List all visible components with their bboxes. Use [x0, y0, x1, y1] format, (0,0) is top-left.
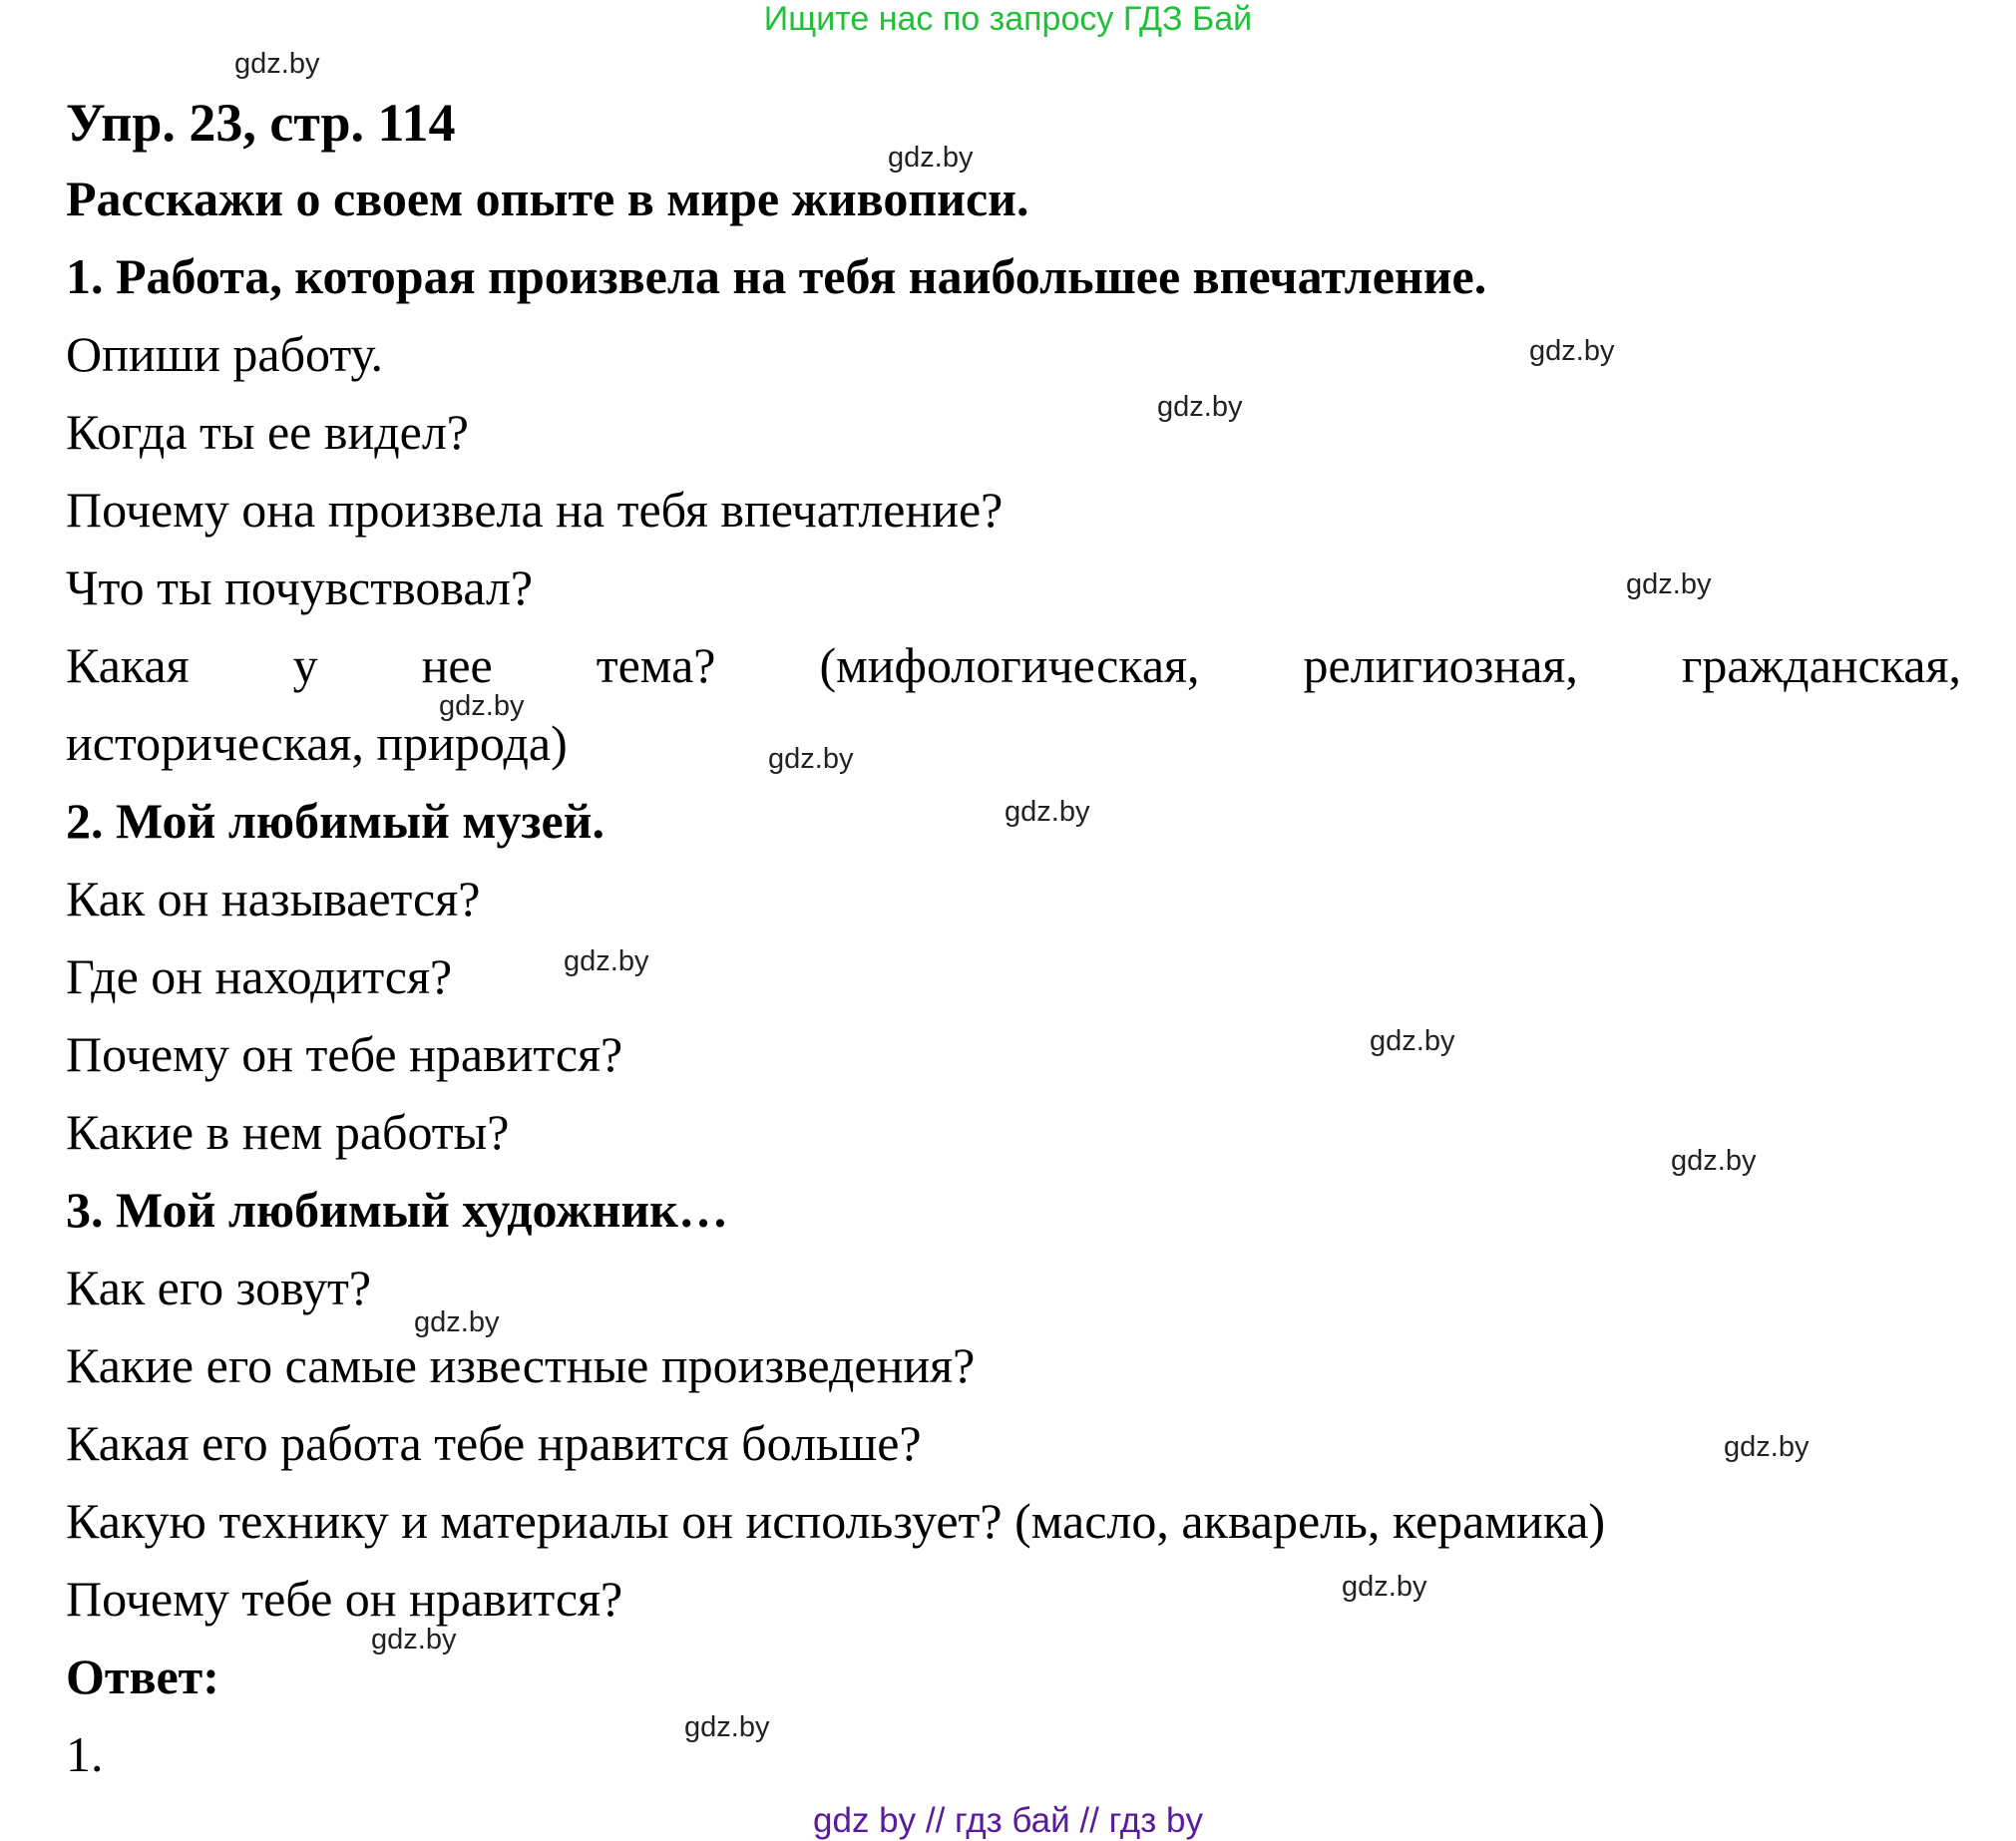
watermark: gdz.by	[414, 1306, 500, 1338]
search-banner: Ищите нас по запросу ГДЗ Бай	[763, 0, 1253, 38]
watermark: gdz.by	[1626, 568, 1712, 600]
theme-continuation: историческая, природа)	[66, 715, 568, 771]
word: гражданская,	[1681, 637, 1961, 693]
footer-links: gdz by // гдз бай // гдз by	[813, 1801, 1203, 1840]
watermark: gdz.by	[1005, 796, 1090, 828]
task-text: Расскажи о своем опыте в мире живописи.	[66, 171, 1029, 226]
word: Какая	[66, 637, 190, 693]
word: религиозная,	[1303, 637, 1578, 693]
word: нее	[421, 637, 493, 693]
word: (мифологическая,	[819, 637, 1200, 693]
question: Когда ты ее видел?	[66, 404, 469, 460]
question: Что ты почувствовал?	[66, 559, 534, 615]
watermark: gdz.by	[1529, 335, 1615, 367]
question: Где он находится?	[66, 948, 453, 1004]
watermark: gdz.by	[1157, 391, 1243, 423]
answer-label: Ответ:	[66, 1649, 219, 1704]
section1-heading: 1. Работа, которая произвела на тебя наибольшее впечатление.	[66, 248, 1487, 304]
watermark: gdz.by	[564, 945, 649, 977]
word: тема?	[596, 637, 716, 693]
watermark: gdz.by	[371, 1624, 457, 1656]
watermark: gdz.by	[1370, 1025, 1455, 1057]
theme-question	[66, 636, 1961, 694]
watermark: gdz.by	[439, 690, 525, 722]
word: у	[292, 637, 318, 693]
question: Опиши работу.	[66, 326, 384, 382]
watermark: gdz.by	[1671, 1145, 1757, 1177]
question: Какая его работа тебе нравится больше?	[66, 1415, 922, 1471]
watermark: gdz.by	[1724, 1431, 1810, 1463]
question: Какие его самые известные произведения?	[66, 1337, 976, 1393]
section3-heading: 3. Мой любимый художник…	[66, 1182, 728, 1238]
watermark: gdz.by	[234, 48, 320, 80]
watermark: gdz.by	[768, 743, 854, 775]
question: Какую технику и материалы он использует? (масло, акварель, керамика)	[66, 1493, 1606, 1549]
watermark: gdz.by	[888, 142, 974, 174]
question: Какие в нем работы?	[66, 1104, 510, 1160]
section2-heading: 2. Мой любимый музей.	[66, 793, 605, 849]
answer-start: 1.	[66, 1726, 104, 1782]
question: Как его зовут?	[66, 1260, 372, 1315]
question: Почему он тебе нравится?	[66, 1026, 623, 1082]
question: Почему она произвела на тебя впечатление?	[66, 482, 1004, 538]
watermark: gdz.by	[684, 1711, 770, 1743]
watermark: gdz.by	[1342, 1571, 1427, 1603]
question: Почему тебе он нравится?	[66, 1571, 623, 1627]
question: Как он называется?	[66, 871, 481, 926]
exercise-title: Упр. 23, стр. 114	[66, 93, 456, 153]
